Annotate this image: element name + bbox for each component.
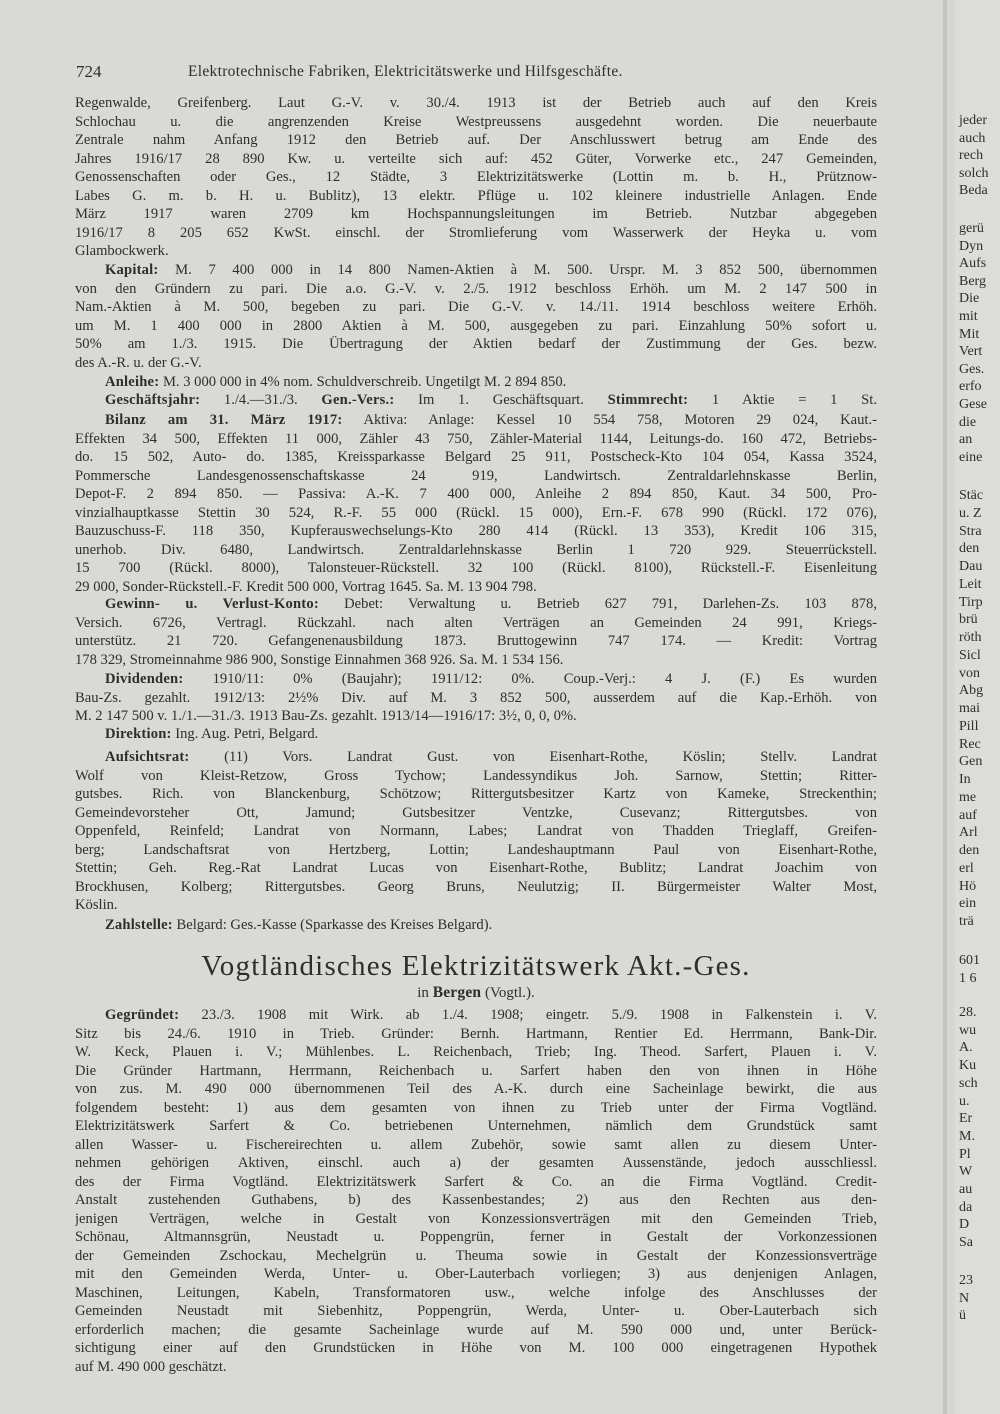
next-page-fragment: W: [959, 1164, 973, 1180]
next-page-fragment: eine: [959, 449, 983, 465]
text-line: [75, 261, 877, 280]
next-page-fragment: gerü: [959, 221, 984, 236]
section-label: Bilanz am 31. März 1917:: [105, 412, 343, 428]
text-line: berg; Landschaftsrat von Hertzberg, Lottin; Landeshauptmann Paul von Eisenhart-Rothe,: [75, 841, 877, 858]
text-line: 178 329, Stromeinnahme 986 900, Sonstige Einnahmen 368 926. Sa. M. 1 534 156.: [75, 651, 564, 668]
text-line: Gemeinden Neustadt mit Siebenhitz, Poppengrün, Werda, Unter- u. Ober-Lauterbach sich: [75, 1303, 877, 1319]
text-line: des der Firma Vogtländ. Elektrizitätswerk Sarfert & Co. an die Firma Vogtländ. Credit-: [75, 1173, 877, 1190]
next-page-fragment: wu: [959, 1022, 977, 1038]
next-page-fragment: Pill: [959, 718, 979, 734]
text-line: 15 700 (Rückl. 8000), Talonsteuer-Rückstell. 32 100 (Rückl. 8100), Rückstell.-F. Eisenleitung: [75, 560, 877, 576]
text-line: 50% am 1./3. 1915. Die Übertragung der Aktien bedarf der Zustimmung der Ges. bezw.: [75, 336, 877, 352]
text-line: Schlochau u. die angrenzenden Kreise Westpreussens ausgedehnt worden. Die neuerbaute: [75, 113, 877, 130]
section-label: Stimmrecht:: [607, 392, 689, 408]
next-page-fragment: auf: [959, 807, 977, 823]
next-page-fragment: D: [959, 1217, 970, 1233]
text-line: Schönau, Altmannsgrün, Neustadt u. Poppengrün, ferner in Gestalt der Vorkonzessionen: [75, 1229, 877, 1245]
company-location: [75, 984, 877, 1002]
paragraph-kapital: [75, 261, 877, 372]
text-line: gutsbes. Rich. von Blanckenburg, Schötzow; Rittergutsbesitzer Kartz von Kameke, Streckenthin;: [75, 786, 877, 802]
next-page-fragment: 601: [959, 953, 980, 968]
section-text: Im 1. Geschäftsquart.: [394, 392, 608, 408]
section-text: 1910/11: 0% (Baujahr); 1911/12: 0%. Coup.-Verj.: 4 J. (F.) Es wurden: [183, 671, 877, 687]
text-line: Elektrizitätswerk Sarfert & Co. betriebenen Unternehmen, nämlich dem Grundstück samt: [75, 1118, 877, 1134]
text-line: mit den Gemeinden Werda, Unter- u. Ober-Lauterbach vorliegen; 3) aus denjenigen Anlagen,: [75, 1266, 877, 1282]
next-page-fragment: von: [959, 665, 980, 681]
next-page-fragment: Mit: [959, 326, 980, 342]
paragraph-gegruendet: [75, 1006, 877, 1376]
next-page-fragment: Dau: [959, 559, 983, 574]
text-line: Zentrale nahm Anfang 1912 den Betrieb auf. Der Anschlusswert betrug am Ende des: [75, 132, 877, 148]
location-city: Bergen: [432, 984, 482, 1001]
text-line: des A.-R. u. der G.-V.: [75, 354, 202, 371]
next-page-fragment: Rec: [959, 736, 981, 752]
next-page-fragment: 28.: [959, 1005, 977, 1020]
next-page-fragment: In: [959, 772, 971, 787]
text-line: Versich. 6726, Vertragl. Rückzahl. nach alten Verträgen an Gemeinden 24 991, Kriegs-: [75, 614, 877, 631]
next-page-fragment: M.: [959, 1128, 975, 1144]
text-line: [75, 391, 877, 410]
text-line: folgendem besteht: 1) aus dem gesamten von ihnen zu Trieb unter der Firma Vogtländ.: [75, 1099, 877, 1116]
text-line: Anstalt zustehenden Guthabens, b) des Kassenbestandes; 2) aus den Rechten aus den-: [75, 1192, 877, 1208]
text-line: [75, 916, 877, 935]
next-page-fragment: Die: [959, 291, 980, 307]
text-line: [75, 411, 877, 430]
text-line: Oppenfeld, Reinfeld; Landrat von Normann, Labes; Landrat von Thadden Trieglaff, Greifen-: [75, 823, 877, 839]
paragraph-direktion: [75, 725, 877, 744]
next-page-fragment: Er: [959, 1111, 973, 1127]
running-title: Elektrotechnische Fabriken, Elektricitätswerke und Hilfsgeschäfte.: [188, 63, 623, 80]
next-page-fragment: Gen: [959, 754, 983, 770]
next-page-fragment: Hö: [959, 878, 977, 894]
next-page-fragment: Stäc: [959, 488, 984, 503]
next-page-fragment: Ges.: [959, 361, 985, 377]
next-page-fragment: Tirp: [959, 594, 983, 610]
section-text: M. 3 000 000 in 4% nom. Schuldverschreib. Ungetilgt M. 2 894 850.: [159, 374, 567, 390]
next-page-fragment: die: [959, 414, 977, 430]
next-page-edge: [955, 0, 1000, 1414]
text-line: Jahres 1916/17 28 890 Kw. u. verteilte sich auf: 452 Güter, Vorwerke etc., 247 Gemeinden,: [75, 150, 877, 167]
next-page-fragment: den: [959, 541, 980, 557]
section-label: Direktion:: [105, 726, 172, 742]
next-page-fragment: auch: [959, 130, 986, 146]
text-line: [75, 670, 877, 689]
section-label: Anleihe:: [105, 374, 160, 390]
next-page-fragment: da: [959, 1199, 973, 1215]
next-page-fragment: me: [959, 789, 977, 805]
next-page-fragment: brü: [959, 612, 978, 628]
next-page-fragment: u. Z: [959, 505, 982, 521]
text-line: allen Wasser- u. Fischereirechten u. allem Zubehör, sowie samt allen zu diesem Unter-: [75, 1136, 877, 1153]
next-page-fragment: Sicl: [959, 647, 981, 663]
text-line: der Gemeinden Zschockau, Mechelgrün u. Theuma sowie in Gestalt der Konzessionsverträge: [75, 1247, 877, 1264]
next-page-fragment: ein: [959, 896, 977, 912]
next-page-fragment: trä: [959, 914, 974, 929]
text-line: Bau-Zs. gezahlt. 1912/13: 2½% Div. auf M. 3 852 500, ausserdem auf die Kap.-Erhöh. von: [75, 689, 877, 706]
next-page-fragment: 1 6: [959, 970, 977, 986]
next-page-fragment: A.: [959, 1040, 973, 1056]
text-line: Brockhusen, Kolberg; Rittergutsbes. Georg Bruns, Neulutzig; II. Bürgermeister Walter Most,: [75, 878, 877, 895]
next-page-fragment: Pl: [959, 1146, 971, 1162]
next-page-fragment: Vert: [959, 344, 983, 360]
paragraph-bilanz: [75, 411, 877, 596]
next-page-fragment: Arl: [959, 825, 978, 841]
text-line: Genossenschaften oder Ges., 12 Städte, 3 Elektrizitätswerke (Lottin m. b. H., Prütznow-: [75, 169, 877, 185]
text-line: Pommersche Landesgenossenschaftskasse 24 919, Landwirtsch. Zentraldarlehnskasse Berlin,: [75, 467, 877, 484]
page-number: 724: [76, 62, 102, 81]
next-page-fragment: Aufs: [959, 256, 987, 272]
text-line: vinzialhauptkasse Stettin 30 524, R.-F. 55 000 (Rückl. 15 000), Ern.-F. 678 990 (Rückl. 172 076),: [75, 504, 877, 521]
text-line: unerhob. Div. 6480, Landwirtsch. Zentraldarlehnskasse Berlin 1 720 929. Steuerrückstell.: [75, 541, 877, 558]
next-page-fragment: den: [959, 843, 980, 858]
next-page-fragment: erl: [959, 860, 974, 876]
text-line: W. Keck, Plauen i. V.; Mühlenbes. L. Reichenbach, Trieb; Ing. Theod. Sarfert, Plauen i. V.: [75, 1044, 877, 1060]
text-line: Labes G. m. b. H. u. Bublitz), 13 elektr. Pflüge u. 102 kleinere industrielle Anlagen. Ende: [75, 187, 877, 204]
paragraph-anleihe: [75, 373, 877, 392]
company-title: Vogtländisches Elektrizitätswerk Akt.-Ges.: [201, 950, 751, 982]
section-label: Kapital:: [105, 262, 159, 278]
next-page-fragment: röth: [959, 630, 982, 645]
text-line: Sitz bis 24./6. 1910 in Trieb. Gründer: Bernh. Hartmann, Rentier Ed. Herrmann, Bank-Dir.: [75, 1025, 877, 1042]
paragraph-zahlstelle: [75, 916, 877, 935]
next-page-fragment: Stra: [959, 523, 982, 539]
next-page-fragment: sch: [959, 1075, 978, 1091]
text-line: Die Gründer Hartmann, Herrmann, Reichenbach u. Sarfert haben den von ihnen in Höhe: [75, 1062, 877, 1079]
text-line: sichtigung einer auf den Grundstücken in Höhe von M. 100 000 eingetragenen Hypothek: [75, 1340, 877, 1356]
text-line: Wolf von Kleist-Retzow, Gross Tychow; Landessyndikus Joh. Sarnow, Stettin; Ritter-: [75, 767, 877, 784]
next-page-fragment: Dyn: [959, 238, 984, 254]
next-page-fragment: solch: [959, 165, 989, 181]
text-line: um M. 1 400 000 in 2800 Aktien à M. 500, ausgegeben zu pari. Einzahlung 50% sofort u.: [75, 317, 877, 334]
section-label: Dividenden:: [105, 671, 184, 687]
next-page-fragment: ü: [959, 1308, 966, 1323]
section-label: Gewinn- u. Verlust-Konto:: [105, 596, 319, 612]
text-line: Effekten 34 500, Effekten 11 000, Zähler 43 750, Zähler-Material 1144, Leitungs-do. 160 472, Betriebs-: [75, 430, 877, 447]
section-label: Zahlstelle:: [105, 917, 173, 933]
text-line: Stettin; Geh. Reg.-Rat Landrat Lucas von Eisenhart-Rothe, Bublitz; Landrat Joachim von: [75, 860, 877, 876]
section-text: M. 7 400 000 in 14 800 Namen-Aktien à M. 500. Urspr. M. 3 852 500, übernommen: [158, 262, 877, 278]
paragraph-dividenden: [75, 670, 877, 726]
next-page-fragment: Beda: [959, 183, 988, 198]
next-page-fragment: Sa: [959, 1235, 973, 1251]
paragraph-gewinn-verlust: [75, 595, 877, 669]
section-label: Gegründet:: [105, 1007, 180, 1023]
location-region: (Vogtl.).: [481, 985, 535, 1001]
text-line: von den Gründern zu pari. Die a.o. G.-V. v. 2./5. 1912 beschloss Erhöh. um M. 2 147 500 in: [75, 280, 877, 297]
text-line: Gemeindevorsteher Ott, Jamund; Gutsbesitzer Ventzke, Cusevanz; Rittergutsbes. von: [75, 804, 877, 821]
text-line: März 1917 waren 2709 km Hochspannungsleitungen im Betrieb. Nutzbar abgegeben: [75, 206, 877, 222]
text-line: jenigen Verträgen, welche in Gestalt von Konzessionsverträgen mit den Gemeinden Trieb,: [75, 1210, 877, 1227]
text-line: unterstütz. 21 720. Gefangenenausbildung 1873. Bruttogewinn 747 174. — Kredit: Vortrag: [75, 633, 877, 649]
paragraph-geschaeftsjahr: [75, 391, 877, 410]
next-page-fragment: Gese: [959, 397, 987, 412]
section-text: Regenwalde, Greifenberg. Laut G.-V. v. 30./4. 1913 ist der Betrieb auch auf den Kreis: [75, 95, 877, 111]
text-line: [75, 94, 877, 113]
next-page-fragment: mai: [959, 701, 980, 716]
next-page-fragment: Berg: [959, 273, 986, 289]
next-page-fragment: au: [959, 1182, 973, 1197]
location-prefix: in: [417, 985, 433, 1001]
text-line: [75, 595, 877, 614]
text-line: [75, 373, 877, 392]
next-page-fragment: N: [959, 1290, 970, 1306]
section-text: 23./3. 1908 mit Wirk. ab 1./4. 1908; eingetr. 5./9. 1908 in Falkenstein i. V.: [179, 1007, 877, 1023]
text-line: Maschinen, Leitungen, Kabeln, Transformatoren usw., welche infolge des Anschlusses der: [75, 1284, 877, 1301]
text-line: Glambockwerk.: [75, 243, 169, 259]
section-label: Geschäftsjahr:: [105, 392, 201, 408]
next-page-fragment: an: [959, 432, 973, 448]
text-line: 1916/17 8 205 652 KwSt. einschl. der Stromlieferung vom Wasserwerk der Heyka u. vom: [75, 224, 877, 241]
text-line: auf M. 490 000 geschätzt.: [75, 1358, 227, 1375]
text-line: von zus. M. 490 000 übernommenen Teil des A.-K. durch eine Sacheinlage bewirkt, die aus: [75, 1081, 877, 1097]
next-page-fragment: Ku: [959, 1058, 977, 1074]
text-line: [75, 1006, 877, 1025]
text-line: Nam.-Aktien à M. 500, begeben zu pari. Die G.-V. v. 14./11. 1914 beschloss weitere Erhöh.: [75, 299, 877, 315]
text-line: M. 2 147 500 v. 1./1.—31./3. 1913 Bau-Zs. gezahlt. 1913/14—1916/17: 3½, 0, 0, 0%.: [75, 708, 577, 724]
next-page-fragment: jeder: [959, 113, 987, 128]
text-line: 29 000, Sonder-Rückstell.-F. Kredit 500 000, Vortrag 1645. Sa. M. 13 904 798.: [75, 578, 537, 595]
section-text: 1./4.—31./3.: [200, 392, 322, 408]
text-line: [75, 725, 877, 744]
text-line: nehmen gehörigen Aktiven, einschl. auch a) der gesamten Aussenstände, jedoch ausschliessl.: [75, 1155, 877, 1171]
page-gutter: [943, 0, 947, 1414]
section-text: Belgard: Ges.-Kasse (Sparkasse des Kreises Belgard).: [172, 917, 493, 933]
next-page-fragment: Leit: [959, 576, 982, 592]
section-text: 1 Aktie = 1 St.: [688, 392, 877, 408]
text-line: do. 15 502, Auto- do. 1385, Kreissparkasse Belgard 25 911, Postscheck-Kto 104 054, Kassa 3524,: [75, 449, 877, 465]
next-page-fragment: rech: [959, 148, 984, 163]
section-text: Ing. Aug. Petri, Belgard.: [171, 726, 319, 742]
section-text: (11) Vors. Landrat Gust. von Eisenhart-Rothe, Köslin; Stellv. Landrat: [189, 749, 877, 765]
paragraph-intro: [75, 94, 877, 261]
text-line: Köslin.: [75, 897, 118, 913]
text-line: [75, 748, 877, 767]
next-page-fragment: 23: [959, 1273, 973, 1288]
section-text: Aktiva: Anlage: Kessel 10 554 758, Motoren 29 024, Kaut.-: [342, 412, 877, 428]
paragraph-aufsichtsrat: [75, 748, 877, 915]
next-page-fragment: Abg: [959, 683, 984, 699]
text-line: erforderlich machen; die gesamte Sacheinlage wurde auf M. 590 000 und, unter Berück-: [75, 1321, 877, 1338]
section-label: Gen.-Vers.:: [321, 392, 395, 408]
section-label: Aufsichtsrat:: [105, 749, 190, 765]
next-page-fragment: mit: [959, 309, 978, 324]
next-page-fragment: erfo: [959, 379, 982, 395]
text-line: Bauzuschuss-F. 118 350, Kupferauswechselungs-Kto 280 414 (Rückl. 13 353), Kredit 106 315,: [75, 523, 877, 539]
next-page-fragment: u.: [959, 1093, 970, 1109]
text-line: Depot-F. 2 894 850. — Passiva: A.-K. 7 400 000, Anleihe 2 894 850, Kaut. 34 500, Pro-: [75, 486, 877, 502]
section-text: Debet: Verwaltung u. Betrieb 627 791, Darlehen-Zs. 103 878,: [318, 596, 877, 612]
